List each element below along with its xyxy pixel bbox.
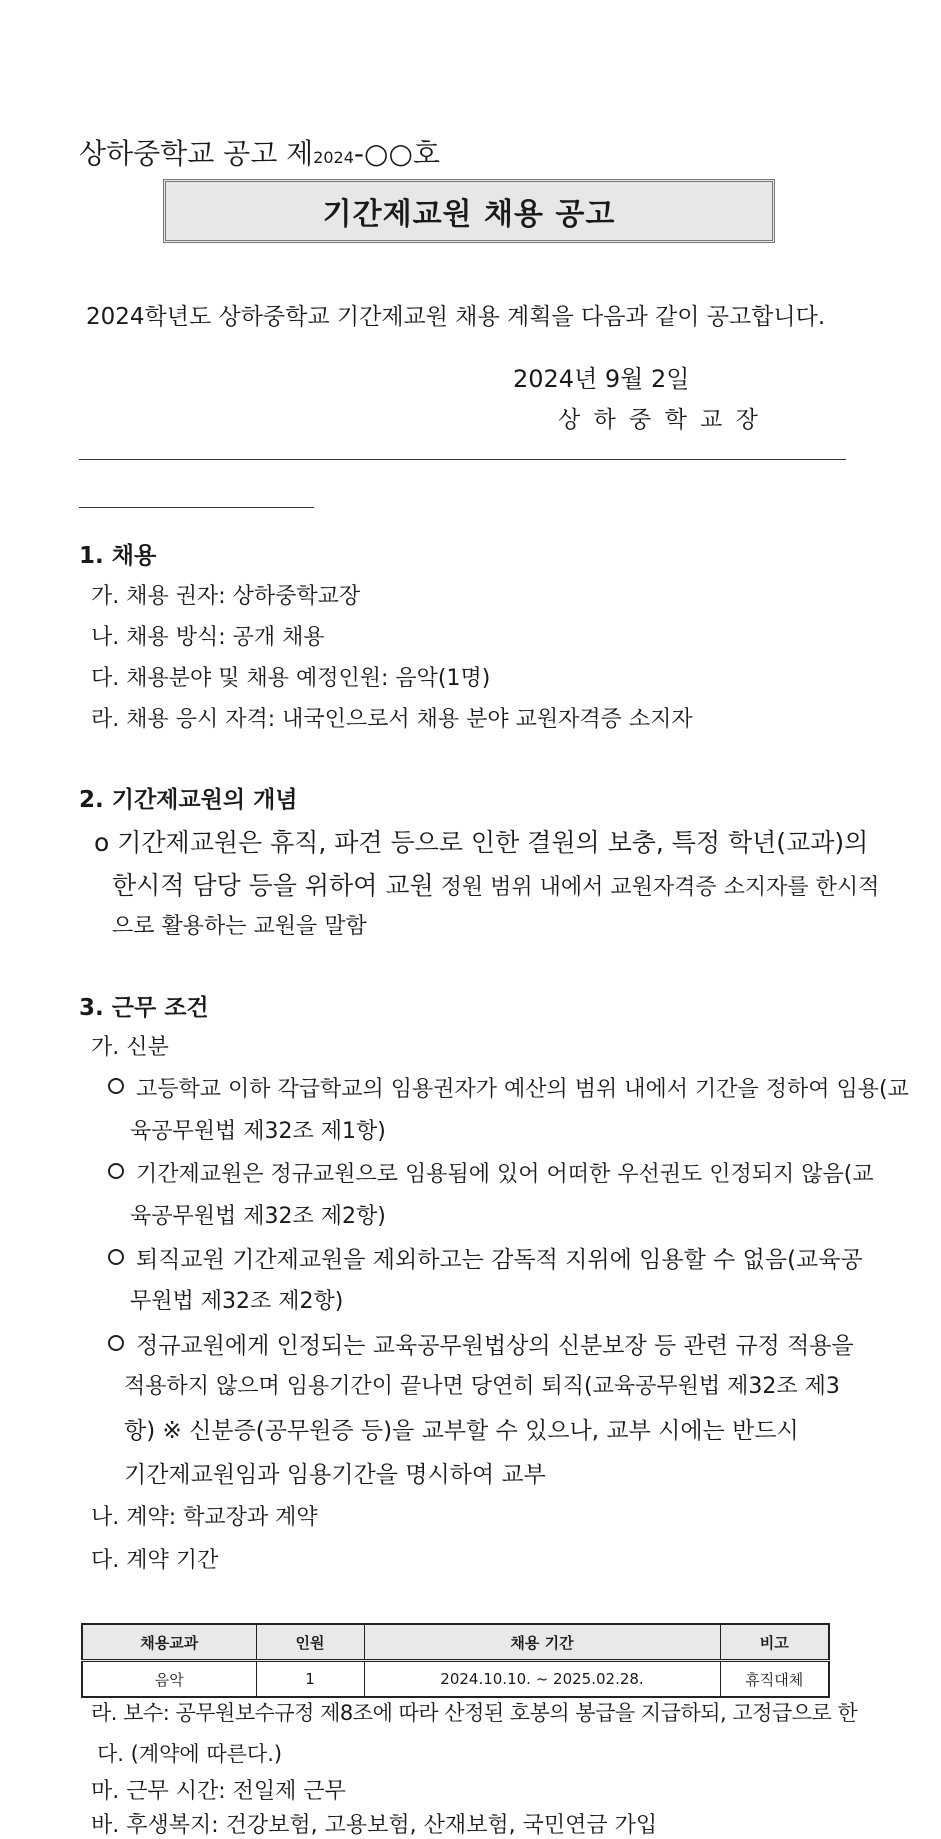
notice-date: 2024년 9월 2일	[513, 365, 690, 393]
bullet-item-cont: 기간제교원임과 임용기간을 명시하여 교부	[124, 1462, 546, 1488]
table-header-row	[82, 1624, 829, 1661]
intro-text: 2024학년도 상하중학교 기간제교원 채용 계획을 다음과 같이 공고합니다.	[86, 304, 826, 330]
document-number: 상하중학교 공고 제2024-○○호	[79, 137, 440, 170]
contract-table	[81, 1623, 830, 1698]
notice-title: 기간제교원 채용 공고	[163, 179, 775, 243]
circle-bullet-icon	[108, 1078, 124, 1094]
pay-line: 라. 보수: 공무원보수규정 제8조에 따라 산정된 호봉의 봉급을 지급하되, 고정급으로 한	[91, 1701, 858, 1725]
table-cell: 2024.10.10. ~ 2025.02.28.	[364, 1661, 720, 1698]
section-heading-conditions: 3. 근무 조건	[79, 995, 209, 1021]
list-item: 라. 채용 응시 자격: 내국인으로서 채용 분야 교원자격증 소지자	[91, 707, 693, 732]
table-cell: 휴직대체	[720, 1661, 829, 1698]
section-heading-hiring: 1. 채용	[79, 543, 157, 569]
column-header: 비고	[720, 1624, 829, 1661]
bullet-item: 정규교원에게 인정되는 교육공무원법상의 신분보장 등 관련 규정 적용을	[108, 1327, 854, 1360]
column-header: 채용교과	[82, 1624, 256, 1661]
list-item: 다. 채용분야 및 채용 예정인원: 음악(1명)	[91, 666, 491, 691]
list-item: 가. 채용 권자: 상하중학교장	[91, 584, 361, 609]
table-row	[82, 1661, 829, 1698]
bullet-item-cont: 육공무원법 제32조 제1항)	[130, 1119, 386, 1144]
circle-bullet-icon	[108, 1335, 124, 1351]
bullet-item-cont: 적용하지 않으며 임용기간이 끝나면 당연히 퇴직(교육공무원법 제32조 제3	[124, 1374, 840, 1399]
section-heading-concept: 2. 기간제교원의 개념	[79, 787, 298, 813]
concept-line: 한시적 담당 등을 위하여 교원 정원 범위 내에서 교원자격증 소지자를 한시적	[112, 871, 880, 900]
pay-line-cont: 다. (계약에 따른다.)	[97, 1742, 283, 1766]
work-hours: 마. 근무 시간: 전일제 근무	[91, 1779, 346, 1804]
principal-signature: 상 하 중 학 교 장	[558, 407, 761, 433]
list-item: 나. 채용 방식: 공개 채용	[91, 625, 325, 650]
bullet-item: 퇴직교원 기간제교원을 제외하고는 감독적 지위에 임용할 수 없음(교육공	[108, 1241, 863, 1274]
divider-line	[79, 459, 846, 460]
bullet-item-cont: 무원법 제32조 제2항)	[130, 1289, 344, 1314]
contract-period-label: 다. 계약 기간	[91, 1548, 219, 1573]
divider-line-short	[79, 507, 314, 508]
contract-label: 나. 계약: 학교장과 계약	[91, 1505, 318, 1530]
welfare: 바. 후생복지: 건강보험, 고용보험, 산재보험, 국민연금 가입	[91, 1813, 658, 1838]
column-header: 인원	[256, 1624, 364, 1661]
table-cell: 1	[256, 1661, 364, 1698]
bullet-item: 고등학교 이하 각급학교의 임용권자가 예산의 범위 내에서 기간을 정하여 임용(교	[108, 1072, 909, 1103]
concept-line: o 기간제교원은 휴직, 파견 등으로 인한 결원의 보충, 특정 학년(교과)의	[94, 828, 869, 857]
bullet-item-cont: 항) ※ 신분증(공무원증 등)을 교부할 수 있으나, 교부 시에는 반드시	[124, 1418, 799, 1444]
bullet-item-cont: 육공무원법 제32조 제2항)	[130, 1204, 386, 1229]
concept-line: 으로 활용하는 교원을 말함	[112, 914, 367, 939]
status-label: 가. 신분	[91, 1035, 169, 1060]
column-header: 채용 기간	[364, 1624, 720, 1661]
circle-bullet-icon	[108, 1163, 124, 1179]
bullet-item: 기간제교원은 정규교원으로 임용됨에 있어 어떠한 우선권도 인정되지 않음(교	[108, 1157, 874, 1188]
circle-bullet-icon	[108, 1249, 124, 1265]
table-cell: 음악	[82, 1661, 256, 1698]
